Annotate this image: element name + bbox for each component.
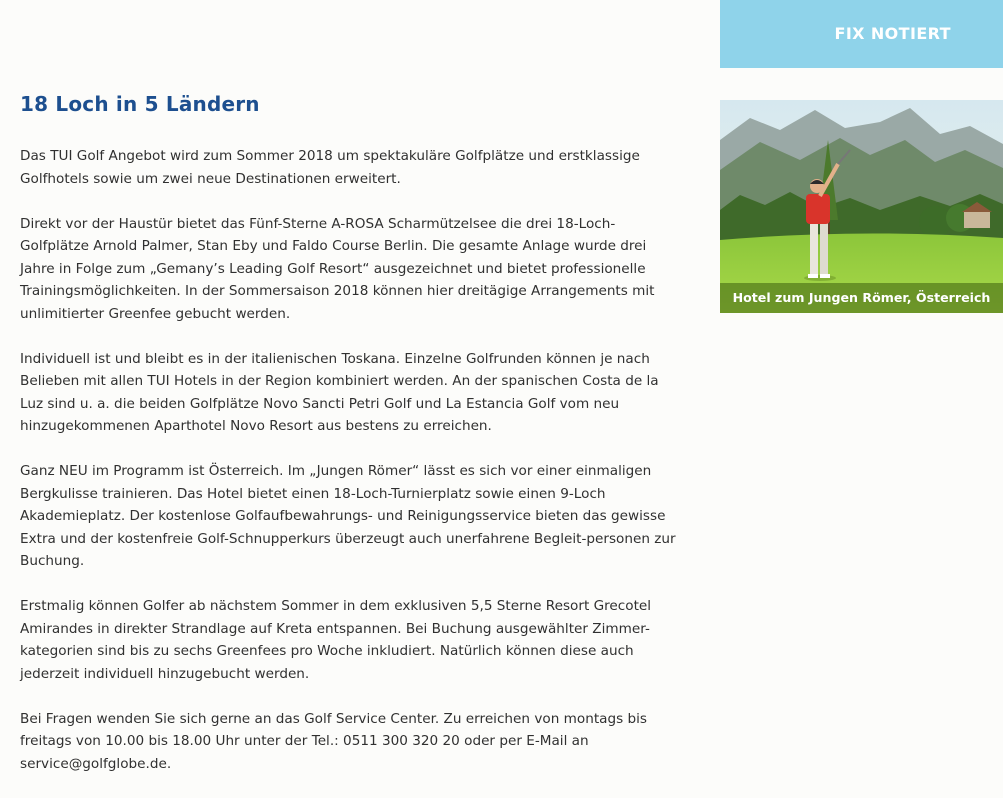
golfer-photo bbox=[720, 100, 1003, 313]
article-paragraph: Direkt vor der Haustür bietet das Fünf-Sterne A-ROSA Scharmützelsee die drei 18-Loch-Golfplätze Arnold Palmer, Stan Eby und Faldo Course Berlin. Die gesamte Anlage wurde drei Jahre in Folge zum „Gemany’s Leading Golf Resort“ ausgezeichnet und bietet professionelle Trainingsmöglichkeiten. In der Sommersaison 2018 können hier dreitägige Arrangements mit unlimitierter Greenfee gebucht werden. bbox=[20, 215, 655, 322]
article-paragraph: Bei Fragen wenden Sie sich gerne an das Golf Service Center. Zu erreichen von montags bis freitags von 10.00 bis 18.00 Uhr unter der Tel.: 0511 300 320 20 oder per E-Mail an service@golfglobe.de. bbox=[20, 710, 647, 772]
article-paragraph: Das TUI Golf Angebot wird zum Sommer 2018 um spektakuläre Golfplätze und erstklassige Golfhotels sowie um zwei neue Destinationen erweitert. bbox=[20, 148, 640, 187]
article-paragraph: Ganz NEU im Programm ist Österreich. Im „Jungen Römer“ lässt es sich vor einer einmaligen Bergkulisse trainieren. Das Hotel bietet einen 18-Loch-Turnierplatz sowie einen 9-Loch Akademieplatz. Der kostenlose Golfaufbewahrungs- und Reinigungsservice bieten das gewisse Extra und der kostenfreie Golf-Schnupperkurs überzeugt auch unerfahrene Begleit-personen zur Buchung. bbox=[20, 463, 676, 569]
article-headline: 18 Loch in 5 Ländern bbox=[20, 92, 260, 116]
section-tag-label: FIX NOTIERT bbox=[834, 24, 951, 43]
article-paragraph: Erstmalig können Golfer ab nächstem Sommer in dem exklusiven 5,5 Sterne Resort Grecotel Amirandes in direkter Strandlage auf Kreta entspannen. Bei Buchung ausgewählter Zimmer-kategorien sind bis zu sechs Greenfees pro Woche inkludiert. Natürlich können diese auch jederzeit individuell hinzugebucht werden. bbox=[20, 598, 652, 682]
photo-caption: Hotel zum Jungen Römer, Österreich bbox=[720, 283, 1003, 313]
section-tag-box bbox=[720, 0, 1003, 68]
article-body bbox=[20, 145, 680, 798]
golfer-photo-illustration bbox=[720, 100, 1003, 313]
article-paragraph: Individuell ist und bleibt es in der italienischen Toskana. Einzelne Golfrunden können je nach Belieben mit allen TUI Hotels in der Region kombiniert werden. An der spanischen Costa de la Luz sind u. a. die beiden Golfplätze Novo Sancti Petri Golf und La Estancia Golf vom neu hinzugekommenen Aparthotel Novo Resort aus bestens zu erreichen. bbox=[20, 350, 659, 434]
